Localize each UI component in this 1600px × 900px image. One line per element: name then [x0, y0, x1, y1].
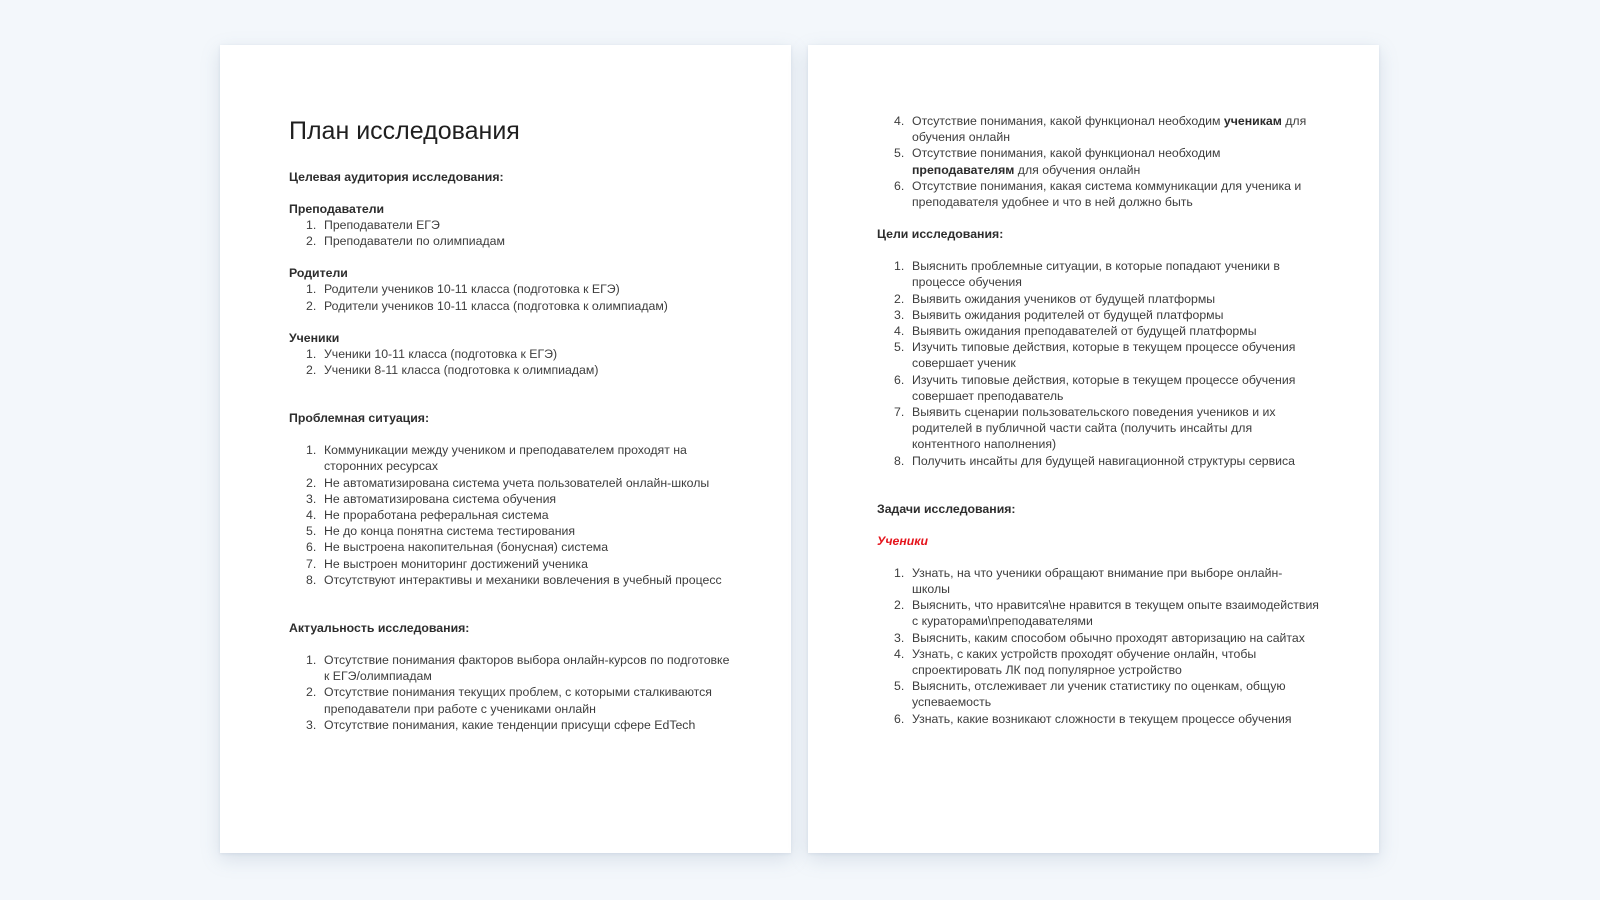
list-item: 2. Выяснить, что нравится\не нравится в текущем опыте взаимодействия с кураторами\преподавателями: [894, 598, 1319, 629]
list-item: 8. Отсутствуют интерактивы и механики вовлечения в учебный процесс: [306, 572, 722, 587]
list-item: 2. Ученики 8-11 класса (подготовка к олимпиадам): [306, 363, 599, 378]
page-title: План исследования: [289, 117, 520, 145]
list-item: 3. Выяснить, каким способом обычно проходят авторизацию на сайтах: [894, 630, 1305, 645]
list-item: 8. Получить инсайты для будущей навигационной структуры сервиса: [894, 453, 1296, 468]
list-item: 1. Родители учеников 10-11 класса (подготовка к ЕГЭ): [306, 282, 620, 297]
audience-group-parents-title: Родители: [289, 266, 348, 281]
list-item: 4. Выявить ожидания преподавателей от будущей платформы: [894, 324, 1257, 339]
relevance-heading: Актуальность исследования:: [289, 621, 470, 636]
list-item: 3. Отсутствие понимания, какие тенденции присущи сфере EdTech: [306, 717, 696, 732]
list-item: 1. Выяснить проблемные ситуации, в которые попадают ученики в процессе обучения: [894, 259, 1280, 290]
list-item: 3. Выявить ожидания родителей от будущей платформы: [894, 307, 1224, 322]
list-item: 6. Не выстроена накопительная (бонусная) система: [306, 540, 609, 555]
list-item: 3. Не автоматизирована система обучения: [306, 491, 557, 506]
list-item: 1. Ученики 10-11 класса (подготовка к ЕГЭ): [306, 346, 558, 361]
list-item: 2. Отсутствие понимания текущих проблем, с которыми сталкиваются преподаватели при работе с учениками онлайн: [306, 685, 712, 716]
tasks-heading: Задачи исследования:: [877, 501, 1016, 516]
list-item: 2. Не автоматизирована система учета пользователей онлайн-школы: [306, 475, 710, 490]
document-page-right: [808, 45, 1379, 853]
list-item: 1. Узнать, на что ученики обращают внимание при выборе онлайн-школы: [894, 565, 1283, 597]
problem-heading: Проблемная ситуация:: [289, 411, 430, 426]
list-item: 1. Преподаватели ЕГЭ: [306, 218, 440, 232]
tasks-list: [877, 565, 1319, 727]
list-item: 4. Не проработана реферальная система: [306, 508, 549, 523]
list-item: 2. Выявить ожидания учеников от будущей платформы: [894, 291, 1216, 306]
audience-heading: Целевая аудитория исследования:: [289, 170, 504, 184]
audience-group-students-list: [289, 346, 731, 378]
list-item: 5. Отсутствие понимания, какой функционал необходим преподавателям для обучения онлайн: [894, 146, 1221, 177]
audience-group-students-title: Ученики: [289, 330, 340, 345]
list-item: 2. Родители учеников 10-11 класса (подготовка к олимпиадам): [306, 298, 668, 313]
list-item: 7. Выявить сценарии пользовательского поведения учеников и их родителей в публичной части сайта (получить инсайты для контентного наполнения): [894, 405, 1276, 452]
list-item: 6. Изучить типовые действия, которые в текущем процессе обучения совершает преподаватель: [894, 372, 1296, 403]
goals-list: [877, 258, 1319, 469]
relevance-list: [289, 652, 731, 733]
list-item: 5. Изучить типовые действия, которые в текущем процессе обучения совершает ученик: [894, 340, 1296, 371]
list-item: 1. Коммуникации между учеником и преподавателем проходят на сторонних ресурсах: [306, 443, 687, 474]
list-item: 6. Отсутствие понимания, какая система коммуникации для ученика и преподавателя удобнее и что в ней должно быть: [894, 178, 1302, 210]
audience-group-teachers-title: Преподаватели: [289, 202, 385, 216]
list-item: 4. Отсутствие понимания, какой функционал необходим ученикам для обучения онлайн: [894, 114, 1307, 145]
problem-list: [289, 442, 731, 588]
list-item: 4. Узнать, с каких устройств проходят обучение онлайн, чтобы спроектировать ЛК под популярное устройство: [894, 646, 1257, 678]
document-page-left: [220, 45, 791, 853]
audience-group-teachers-list: [289, 217, 731, 249]
list-item: 2. Преподаватели по олимпиадам: [306, 234, 505, 249]
list-item: 5. Выяснить, отслеживает ли ученик статистику по оценкам, общую успеваемость: [894, 679, 1286, 710]
audience-group-parents-list: [289, 281, 731, 313]
list-item: 6. Узнать, какие возникают сложности в текущем процессе обучения: [894, 711, 1292, 726]
tasks-subheading-students: Ученики: [877, 533, 929, 548]
list-item: 1. Отсутствие понимания факторов выбора онлайн-курсов по подготовке к ЕГЭ/олимпиадам: [306, 653, 730, 684]
relevance-list-continued: [877, 113, 1319, 210]
goals-heading: Цели исследования:: [877, 227, 1004, 242]
list-item: 5. Не до конца понятна система тестирования: [306, 524, 576, 539]
list-item: 7. Не выстроен мониторинг достижений ученика: [306, 556, 588, 571]
